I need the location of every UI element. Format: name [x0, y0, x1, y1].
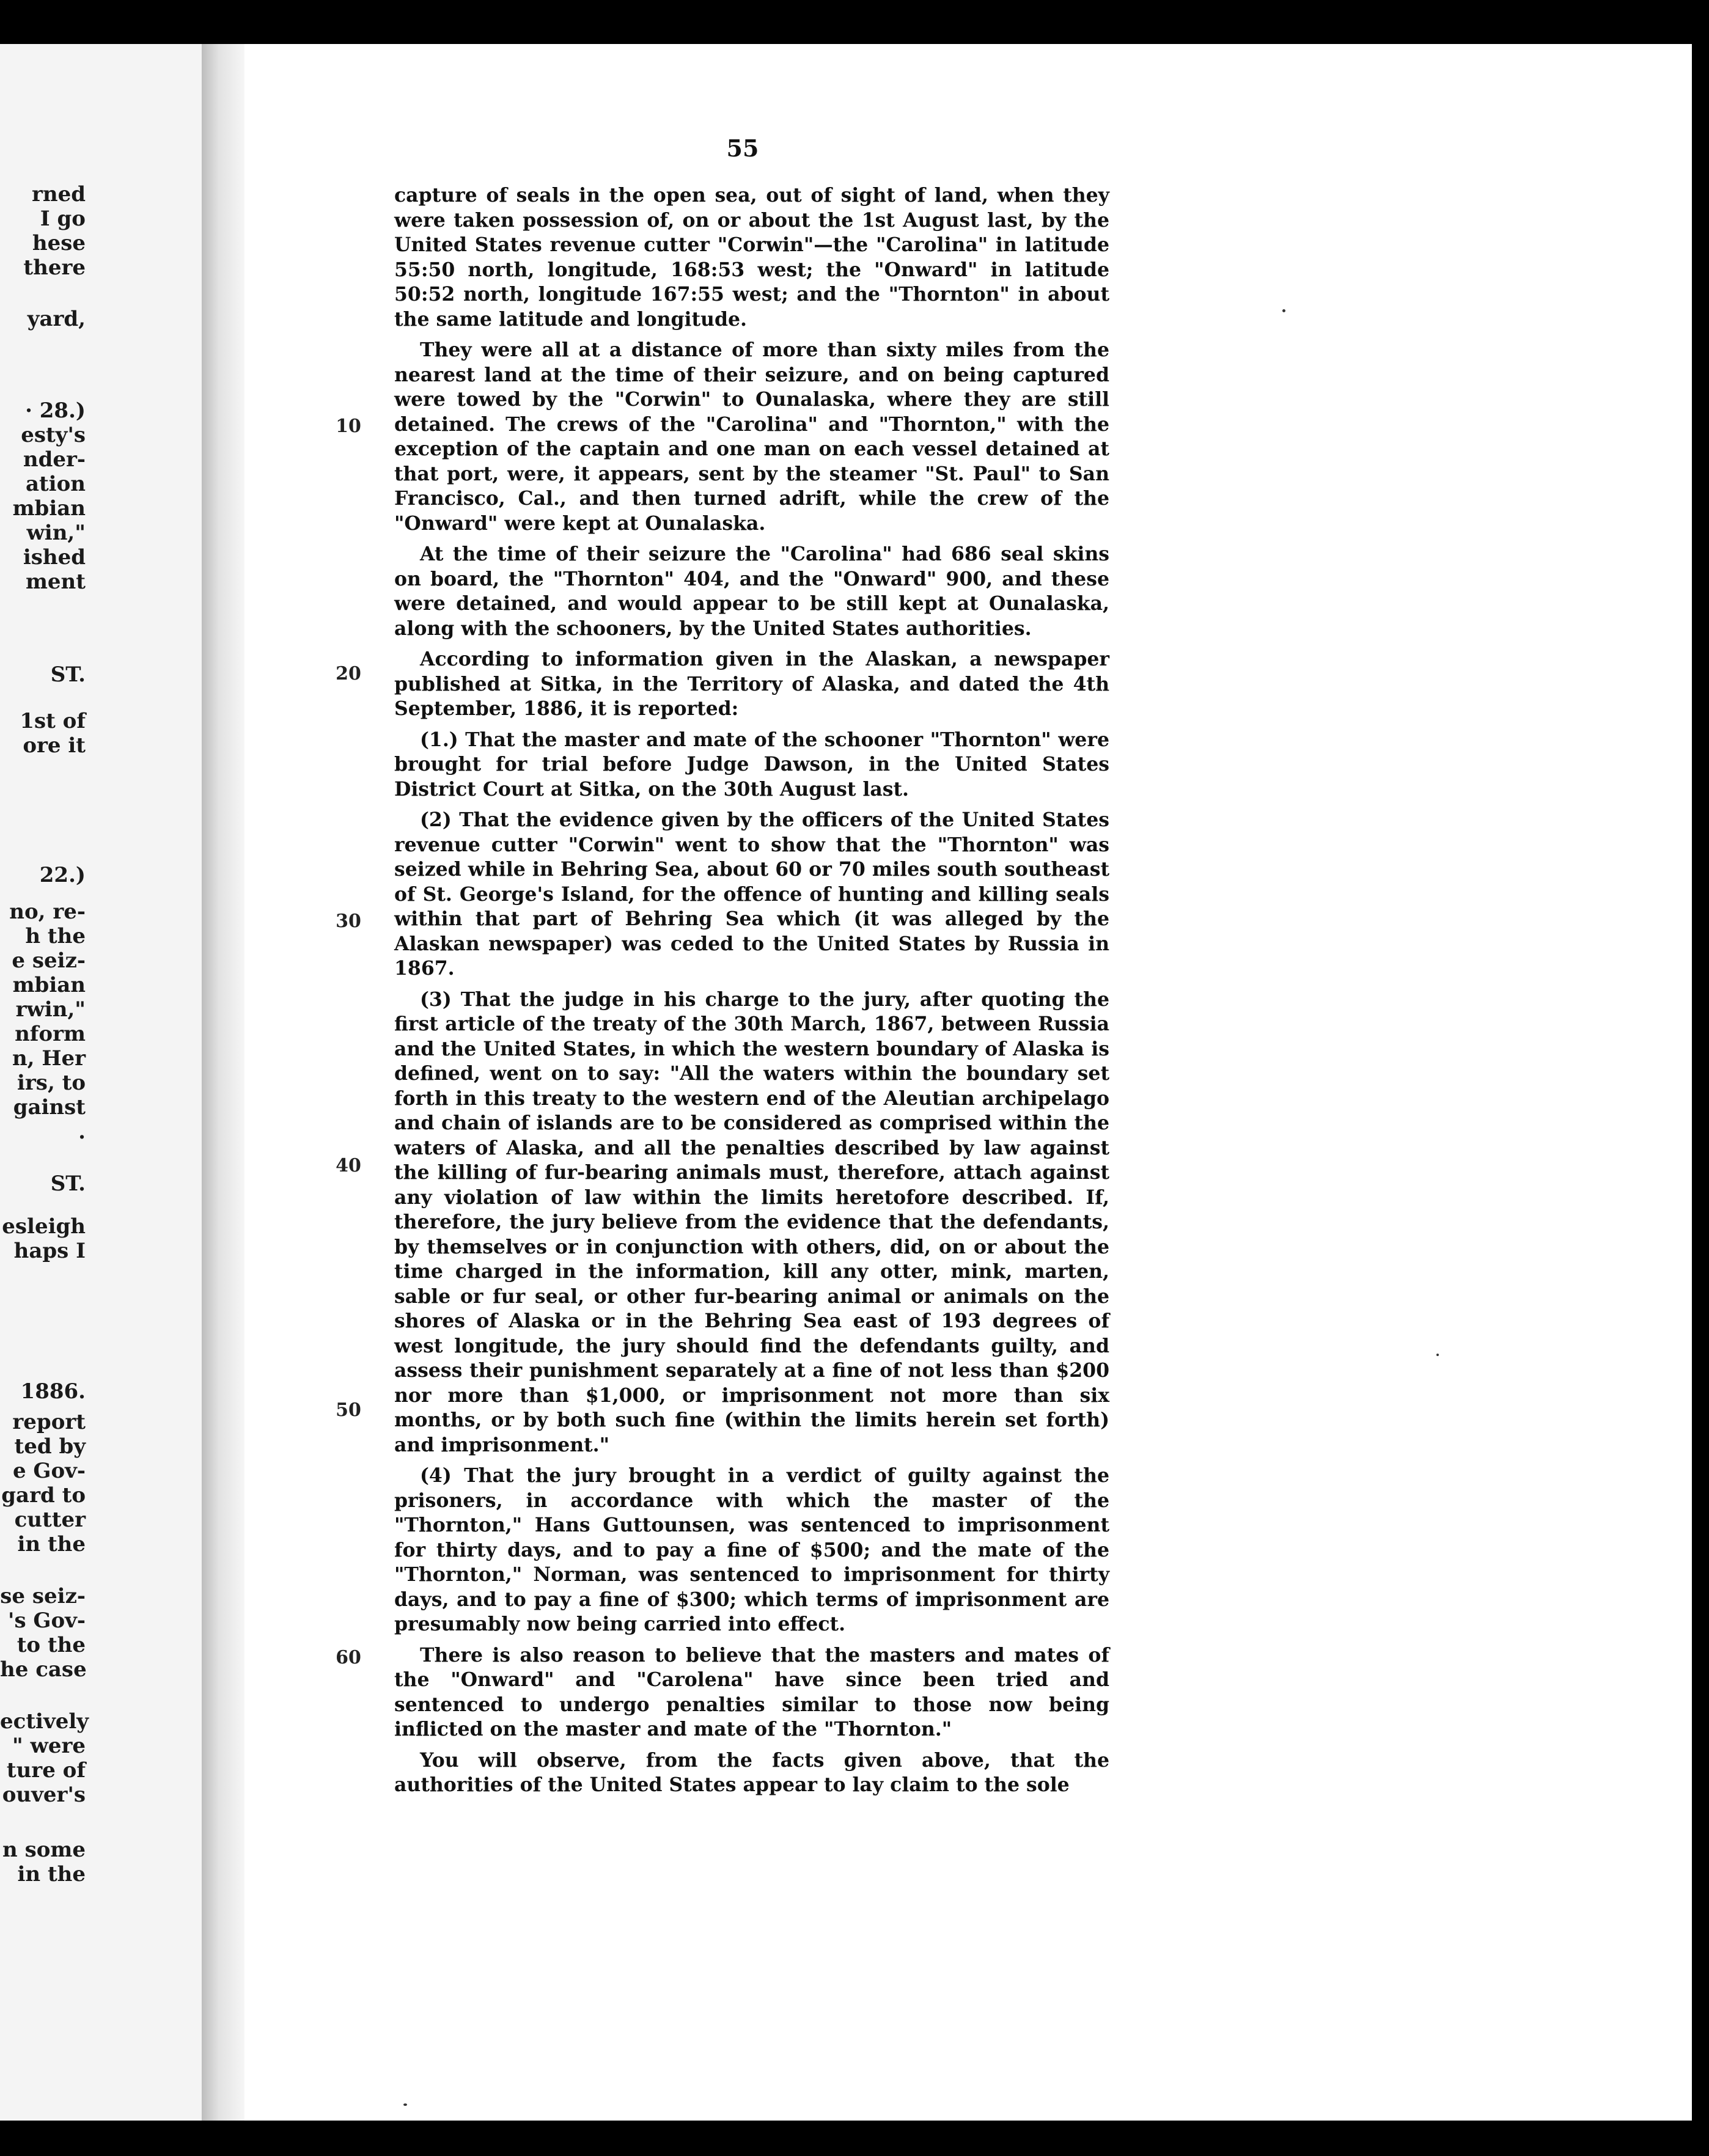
- line-number: 50: [336, 1399, 361, 1421]
- left-fragment: esleigh: [2, 1214, 86, 1239]
- body-text: [394, 183, 1109, 1804]
- left-fragment: no, re-: [9, 900, 86, 924]
- left-fragment: ectively: [0, 1709, 89, 1734]
- left-fragment: rwin,": [15, 997, 86, 1022]
- left-fragment: he case: [0, 1657, 87, 1682]
- left-fragment: in the: [17, 1532, 86, 1557]
- left-fragment: mbian: [12, 973, 86, 997]
- left-fragment: ST.: [50, 1172, 86, 1196]
- scan-border-right: [1692, 0, 1709, 2156]
- scan-border-bottom: [0, 2121, 1709, 2156]
- left-fragment: in the: [17, 1862, 86, 1887]
- line-number: 10: [336, 416, 361, 437]
- left-fragment: 1st of: [20, 709, 86, 733]
- left-fragment: ore it: [23, 733, 86, 758]
- left-fragment: irs, to: [17, 1071, 86, 1095]
- left-fragment: report: [12, 1410, 86, 1434]
- left-fragment: n, Her: [12, 1046, 86, 1071]
- left-fragment: mbian: [12, 496, 86, 521]
- line-number: 20: [336, 663, 361, 684]
- line-number: 30: [336, 911, 361, 932]
- left-fragment: nder-: [23, 447, 86, 472]
- left-fragment: ouver's: [2, 1783, 86, 1807]
- paragraph: (4) That the jury brought in a verdict of guilty against the prisoners, in accordance with which the master of the "Thornton," Hans Guttounsen, was sentenced to imprisonment for thirty days, and to pay a fine of $500; and the mate of the "Thornton," Norman, was sentenced to imprisonment for thirty days, and to pay a fine of $300; which terms of imprisonment are presumably now being carried into effect.: [394, 1464, 1109, 1635]
- paragraph: (3) That the judge in his charge to the jury, after quoting the first article of the treaty of the 30th March, 1867, between Russia and the United States, in which the western boundary of Alaska is defined, went on to say: "All the waters within the boundary set forth in this treaty to the western end of the Aleutian archipelago and chain of islands are to be considered as comprised within the waters of Alaska, and all the penalties described by law against the killing of fur-bearing animals must, therefore, attach against any violation of law within the limits heretofore described. If, therefore, the jury believe from the evidence that the defendants, by themselves or in conjunction with others, did, on or about the time charged in the information, kill any otter, mink, marten, sable or fur seal, or other fur-bearing animal or animals on the shores of Alaska or in the Behring Sea east of 193 degrees of west longitude, the jury should find the defendants guilty, and assess their punishment separately at a fine of not less than $200 nor more than $1,000, or imprisonment not more than six months, or by both such fine (within the limits herein set forth) and imprisonment.": [394, 988, 1109, 1456]
- scan-speck: [1436, 1354, 1439, 1356]
- left-fragment: cutter: [14, 1508, 86, 1532]
- left-fragment: rned: [31, 182, 86, 207]
- left-fragment: ment: [25, 570, 86, 594]
- paragraph: You will observe, from the facts given above, that the authorities of the United States appear to lay claim to the sole: [394, 1748, 1109, 1796]
- left-fragment: ted by: [14, 1434, 86, 1459]
- scan-speck: [403, 2103, 407, 2106]
- page-number: 55: [726, 134, 759, 162]
- paragraph: They were all at a distance of more than sixty miles from the nearest land at the time of their seizure, and on being captured were towed by the "Corwin" to Ounalaska, where they are still detained. The crews of the "Carolina" and "Thornton," with the exception of the captain and one man on each vessel detained at that port, were, it appears, sent by the steamer "St. Paul" to San Francisco, Cal., and then turned adrift, while the crew of the "Onward" were kept at Ounalaska.: [394, 339, 1109, 535]
- left-fragment: there: [23, 255, 86, 280]
- left-fragment: " were: [12, 1734, 86, 1758]
- left-fragment: haps I: [13, 1239, 86, 1263]
- left-fragment: yard,: [27, 307, 86, 331]
- left-fragment: ture of: [6, 1758, 86, 1783]
- left-fragment: gainst: [13, 1095, 86, 1120]
- scan-speck: [1282, 309, 1285, 312]
- left-fragment: h the: [25, 924, 86, 948]
- line-number: 40: [336, 1155, 361, 1176]
- left-fragment: to the: [17, 1633, 86, 1657]
- left-fragment: · 28.): [25, 398, 86, 423]
- left-fragment: se seiz-: [0, 1584, 86, 1608]
- left-fragment: ation: [25, 472, 86, 496]
- left-fragment: 's Gov-: [8, 1608, 86, 1633]
- left-fragment: esty's: [21, 423, 86, 447]
- page-fold-shadow: [202, 13, 244, 2123]
- paragraph: There is also reason to believe that the masters and mates of the "Onward" and "Carolena" have since been tried and sentenced to undergo penalties similar to those now being inflicted on the master and mate of the "Thornton.": [394, 1643, 1109, 1740]
- left-fragment: I go: [40, 207, 86, 231]
- paragraph: According to information given in the Alaskan, a newspaper published at Sitka, in the Territory of Alaska, and dated the 4th September, 1886, it is reported:: [394, 648, 1109, 720]
- left-fragment: hese: [32, 231, 86, 255]
- left-fragment: 1886.: [20, 1379, 86, 1404]
- scan-border-top: [0, 0, 1709, 44]
- left-fragment: win,": [26, 521, 86, 545]
- left-fragment: nform: [15, 1022, 86, 1046]
- left-fragment: e Gov-: [12, 1459, 86, 1483]
- paragraph: At the time of their seizure the "Carolina" had 686 seal skins on board, the "Thornton" 404, and the "Onward" 900, and these were detained, and would appear to be still kept at Ounalaska, along with the schooners, by the United States authorities.: [394, 543, 1109, 640]
- paragraph: (1.) That the master and mate of the schooner "Thornton" were brought for trial before Judge Dawson, in the United States District Court at Sitka, on the 30th August last.: [394, 728, 1109, 801]
- left-fragment: ST.: [50, 662, 86, 687]
- left-fragment: gard to: [1, 1483, 86, 1508]
- left-fragment: n some: [2, 1838, 86, 1862]
- line-number: 60: [336, 1647, 361, 1668]
- left-fragment: .: [78, 1120, 86, 1144]
- left-fragment: ished: [23, 545, 86, 570]
- paragraph: capture of seals in the open sea, out of sight of land, when they were taken possession of, on or about the 1st August last, by the United States revenue cutter "Corwin"—the "Carolina" in latitude 55:50 north, longitude, 168:53 west; the "Onward" in latitude 50:52 north, longitude 167:55 west; and the "Thornton" in about the same latitude and longitude.: [394, 184, 1109, 331]
- paragraph: (2) That the evidence given by the officers of the United States revenue cutter "Corwin" went to show that the "Thornton" was seized while in Behring Sea, about 60 or 70 miles south southeast of St. George's Island, for the offence of hunting and killing seals within that part of Behring Sea which (it was alleged by the Alaskan newspaper) was ceded to the United States by Russia in 1867.: [394, 809, 1109, 980]
- left-fragment: e seiz-: [12, 948, 86, 973]
- left-fragment: 22.): [39, 863, 86, 887]
